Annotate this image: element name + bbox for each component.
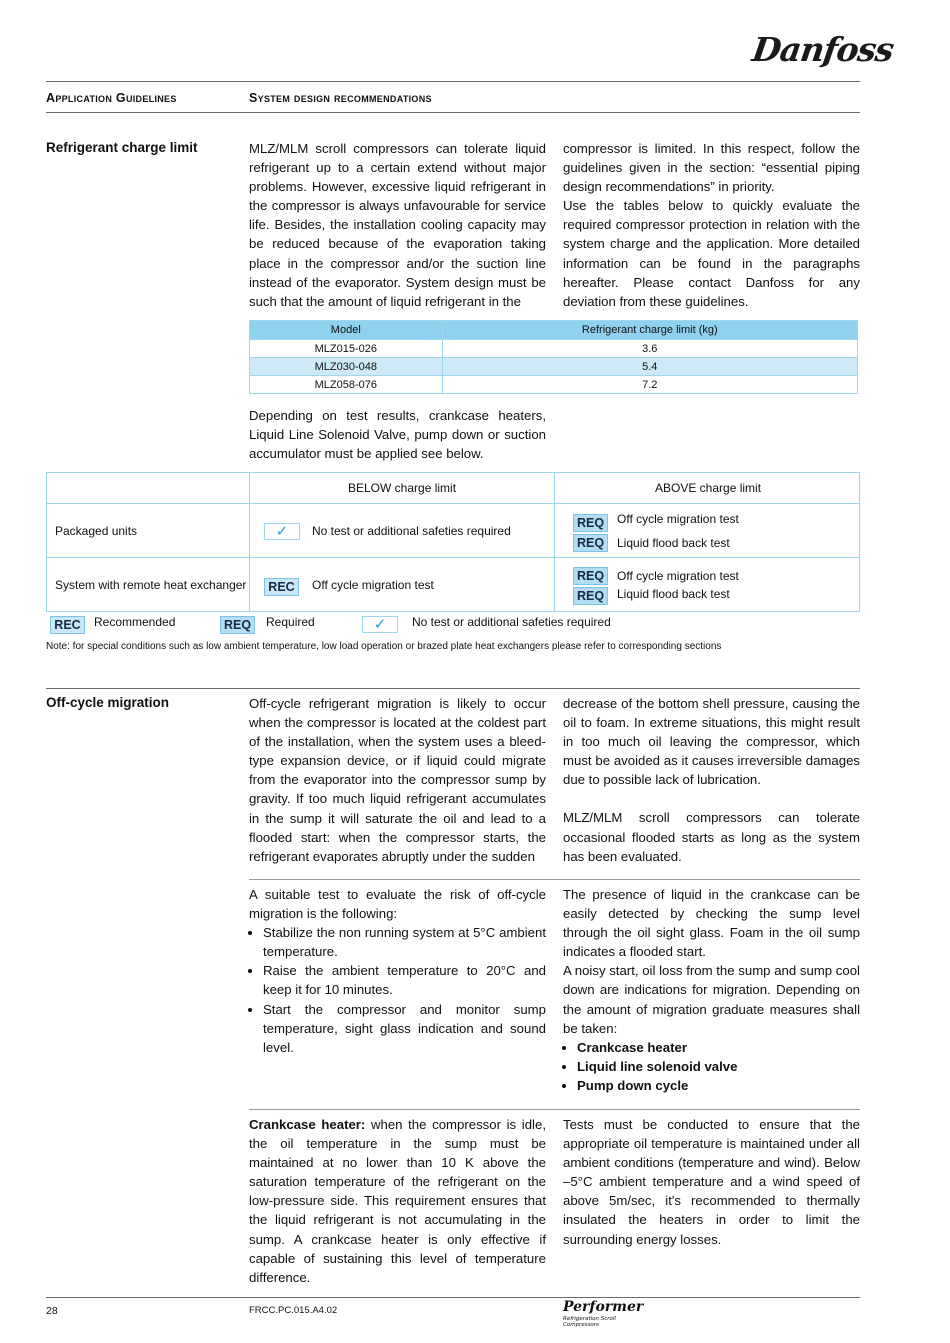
table-cell: MLZ030-048 — [250, 358, 443, 376]
charge-limit-col2 — [563, 139, 860, 311]
legend-text: No test or additional safeties required — [412, 615, 611, 629]
table-row — [250, 376, 858, 394]
paragraph: Depending on test results, crankcase heaters, Liquid Line Solenoid Valve, pump down or suction accumulator must be applied see below. — [249, 408, 546, 462]
grid-cell-text: Liquid flood back test — [617, 536, 730, 550]
rec-badge: REC — [264, 578, 299, 596]
list-item: • Stabilize the non running system at 5°C ambient temperature. — [263, 923, 546, 961]
paragraph: The presence of liquid in the crankcase can be easily detected by checking the sump level through the oil sight glass. Foam in the oil sump indicates a flooded start. — [563, 887, 860, 960]
section-rule — [46, 688, 860, 689]
test-steps-list — [249, 923, 546, 1057]
grid-cell-text: Off cycle migration test — [312, 578, 434, 592]
paragraph: compressor is limited. In this respect, follow the guidelines given in the section: “essential piping design recommendations” in priority. — [563, 141, 860, 195]
paragraph: MLZ/MLM scroll compressors can tolerate liquid refrigerant up to a certain extend without major problems. However, excessive liquid refrigerant in the compressor is always unfavourable for service life. Besides, the installation cooling capacity may be reduced because of the evaporation taking place in the compressor and/or the suction line instead of the evaporator. System design must be such that the amount of liquid refrigerant in the — [249, 141, 546, 309]
table-header-cell: Refrigerant charge limit (kg) — [442, 321, 857, 340]
table-cell: MLZ015-026 — [250, 340, 443, 358]
paragraph: A suitable test to evaluate the risk of off-cycle migration is the following: — [249, 887, 546, 922]
crankcase-heater-text — [249, 1115, 546, 1287]
legend-rec-badge: REC — [50, 616, 85, 634]
grid-cell-text: Off cycle migration test — [617, 569, 739, 583]
measures-list — [563, 1038, 860, 1095]
presence-text — [563, 885, 860, 1095]
list-item: • Raise the ambient temperature to 20°C and keep it for 10 minutes. — [263, 961, 546, 999]
paragraph: Tests must be conducted to ensure that the appropriate oil temperature is maintained under all ambient conditions (temperature and wind). Below –5°C ambient temperature and a wind speed of above 5m/sec, it's recommended to thermally insulated the heaters in order to limit the surrounding energy losses. — [563, 1117, 860, 1247]
table-cell: 5.4 — [442, 358, 857, 376]
table-row — [250, 340, 858, 358]
req-badge: REQ — [573, 534, 608, 552]
check-icon: ✓ — [264, 523, 300, 540]
list-item: • Liquid line solenoid valve — [577, 1057, 860, 1076]
req-badge: REQ — [573, 587, 608, 605]
legend-check-icon: ✓ — [362, 616, 398, 633]
header-topic-label: System design recommendations — [249, 91, 432, 105]
grid-row-label: Packaged units — [55, 524, 138, 538]
table-header-cell: Model — [250, 321, 443, 340]
grid-header-below: BELOW charge limit — [348, 481, 457, 495]
grid-divider — [46, 557, 860, 558]
charge-limit-title: Refrigerant charge limit — [46, 140, 198, 155]
off-cycle-title: Off-cycle migration — [46, 695, 170, 710]
table-cell: MLZ058-076 — [250, 376, 443, 394]
charge-limit-table — [249, 320, 858, 394]
grid-divider — [249, 472, 250, 612]
performer-logo-text: Performer — [563, 1299, 644, 1315]
page-number: 28 — [46, 1305, 58, 1317]
list-item: • Crankcase heater — [577, 1038, 860, 1057]
paragraph: MLZ/MLM scroll compressors can tolerate occasional flooded starts as long as the system has been evaluated. — [563, 810, 860, 864]
test-procedure — [249, 885, 546, 1057]
grid-note: Note: for special conditions such as low ambient temperature, low load operation or brazed plate heat exchangers please refer to corresponding sections — [46, 641, 722, 652]
grid-divider — [46, 503, 860, 504]
performer-logo-sub: Refrigeration Scroll Compressors — [563, 1316, 616, 1328]
paragraph: Off-cycle refrigerant migration is likely to occur when the compressor is located at the coldest part of the installation, when the system uses a bleed-type expansion device, or if liquid could migrate from the evaporator into the compressor sump by gravity. If too much liquid refrigerant accumulates in the sump it will saturate the oil and lead to a flooded start: when the compressor starts, the refrigerant evaporates abruptly under the sudden — [249, 696, 546, 864]
doc-code: FRCC.PC.015.A4.02 — [249, 1305, 338, 1316]
grid-cell-text: Off cycle migration test — [617, 512, 739, 526]
table-cell: 7.2 — [442, 376, 857, 394]
grid-row-label: System with remote heat exchanger — [55, 578, 247, 592]
paragraph — [249, 1115, 546, 1287]
crankcase-heater-body: when the compressor is idle, the oil temperature in the sump must be maintained at no lower than 10 K above the saturation temperature of the refrigerant on the low-pressure side. This requirement ensures that the liquid refrigerant is not accumulating in the sump. A crankcase heater is only effective if capable of sustaining this level of temperature difference. — [249, 1117, 546, 1285]
paragraph: decrease of the bottom shell pressure, causing the oil to foam. In extreme situations, this might result in too much oil leaving the compressor, which must be avoided as it causes irreversible damages due to possible lack of lubrication. — [563, 696, 860, 788]
header-section-label: Application Guidelines — [46, 91, 177, 105]
paragraph: A noisy start, oil loss from the sump and sump cool down are indications for migration. Depending on the amount of migration graduate measures shall be taken: — [563, 963, 860, 1036]
footer-rule — [46, 1297, 860, 1298]
off-cycle-col2 — [563, 694, 860, 866]
grid-header-above: ABOVE charge limit — [655, 481, 762, 495]
off-cycle-col1 — [249, 694, 546, 866]
table-cell: 3.6 — [442, 340, 857, 358]
grid-cell-text: No test or additional safeties required — [312, 524, 511, 538]
paragraph: Use the tables below to quickly evaluate the required compressor protection in relation with the system charge and the application. More detailed information can be found in the paragraphs hereafter. Please contact Danfoss for any deviation from these guidelines. — [563, 198, 860, 309]
subsection-rule — [249, 1109, 860, 1110]
req-badge: REQ — [573, 514, 608, 532]
crankcase-heater-label: Crankcase heater: — [249, 1117, 366, 1132]
legend-text: Recommended — [94, 615, 176, 629]
after-table-text — [249, 406, 546, 463]
table-row — [250, 358, 858, 376]
list-item: • Pump down cycle — [577, 1076, 860, 1095]
subsection-rule — [249, 879, 860, 880]
charge-limit-col1 — [249, 139, 546, 311]
grid-divider — [554, 472, 555, 612]
legend-text: Required — [266, 615, 315, 629]
danfoss-logo: Danfoss — [749, 30, 896, 69]
legend-req-badge: REQ — [220, 616, 255, 634]
performer-logo — [563, 1299, 653, 1331]
grid-cell-text: Liquid flood back test — [617, 587, 730, 601]
header-bottom-rule — [46, 112, 860, 113]
tests-text — [563, 1115, 860, 1249]
list-item: • Start the compressor and monitor sump temperature, sight glass indication and sound level. — [263, 1000, 546, 1057]
req-badge: REQ — [573, 567, 608, 585]
table-header-row — [250, 321, 858, 340]
header-top-rule — [46, 81, 860, 82]
